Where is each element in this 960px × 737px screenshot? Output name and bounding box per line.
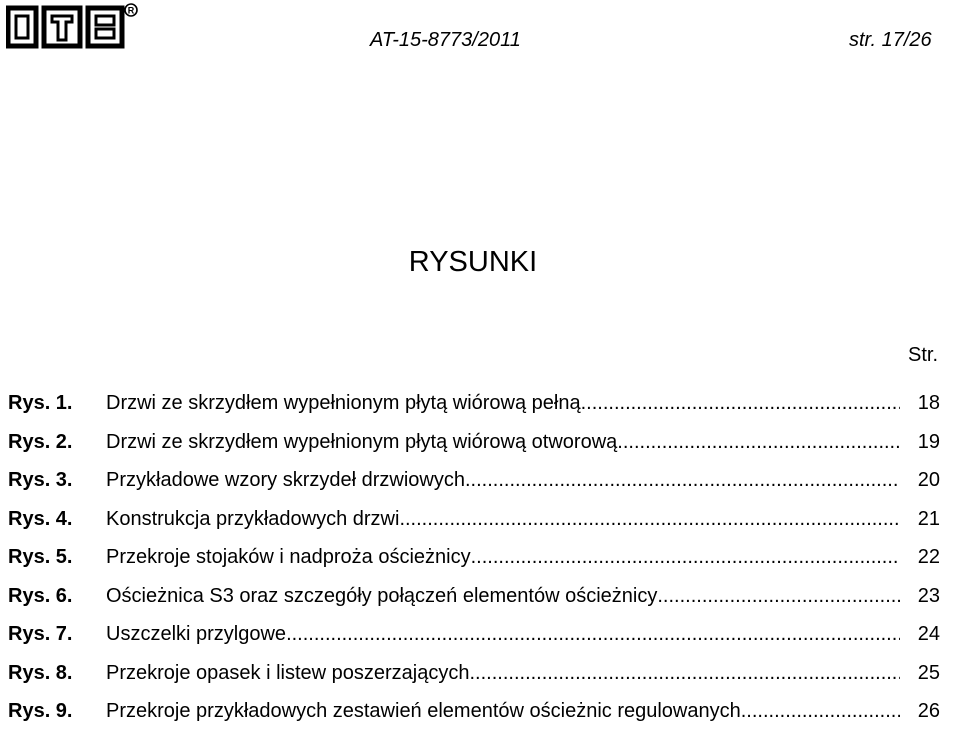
figure-title: Ościeżnica S3 oraz szczegóły połączeń elementów ościeżnicy — [106, 584, 658, 607]
figure-title: Przekroje przykładowych zestawień elementów ościeżnic regulowanych — [106, 700, 741, 722]
figure-page: 23 — [917, 584, 940, 607]
dot-leader — [471, 544, 900, 570]
figure-number: Rys. 7. — [8, 623, 73, 645]
figure-list-item — [8, 390, 940, 429]
figure-page: 24 — [917, 623, 940, 645]
figure-title: Przekroje stojaków i nadproża ościeżnicy — [106, 546, 471, 568]
dot-leader — [470, 660, 901, 686]
figure-title: Przykładowe wzory skrzydeł drzwiowych — [106, 469, 465, 491]
dot-leader — [465, 467, 900, 493]
figure-list-item — [8, 698, 940, 737]
dot-leader — [286, 621, 900, 647]
figure-number: Rys. 4. — [8, 507, 73, 530]
figure-number: Rys. 1. — [8, 392, 73, 414]
figure-title: Drzwi ze skrzydłem wypełnionym płytą wiórową otworową — [106, 430, 618, 453]
figure-number: Rys. 3. — [8, 469, 73, 491]
figure-page: 20 — [917, 469, 940, 491]
figure-list-item — [8, 660, 940, 699]
figure-page: 21 — [917, 507, 940, 530]
figure-list-item — [8, 544, 940, 583]
figure-number: Rys. 5. — [8, 546, 73, 568]
figure-list — [8, 390, 940, 737]
dot-leader — [617, 429, 900, 455]
page-number: str. 17/26 — [849, 29, 932, 51]
figure-list-item — [8, 467, 940, 506]
figure-page: 26 — [917, 700, 940, 722]
figure-list-item — [8, 621, 940, 660]
figure-list-item — [8, 506, 940, 545]
dot-leader — [581, 390, 900, 416]
figure-number: Rys. 6. — [8, 584, 73, 607]
figure-page: 18 — [917, 392, 940, 414]
page-column-label: Str. — [907, 344, 938, 366]
figure-title: Konstrukcja przykładowych drzwi — [106, 507, 400, 530]
figure-title: Uszczelki przylgowe — [106, 623, 287, 645]
figure-number: Rys. 2. — [8, 430, 73, 453]
itb-logo — [6, 2, 138, 50]
figure-list-item — [8, 583, 940, 622]
figure-page: 19 — [917, 430, 940, 453]
figure-number: Rys. 9. — [8, 700, 73, 722]
figure-title: Drzwi ze skrzydłem wypełnionym płytą wiórową pełną — [106, 392, 581, 414]
figure-number: Rys. 8. — [8, 661, 73, 684]
figure-title: Przekroje opasek i listew poszerzających — [106, 661, 470, 684]
figure-page: 25 — [917, 661, 940, 684]
registered-mark: R — [127, 5, 135, 16]
dot-leader — [741, 698, 900, 724]
section-title: RYSUNKI — [408, 246, 538, 278]
figure-list-item — [8, 429, 940, 468]
figure-page: 22 — [917, 546, 940, 568]
document-reference: AT-15-8773/2011 — [370, 29, 521, 51]
dot-leader — [399, 506, 900, 532]
dot-leader — [657, 583, 900, 609]
